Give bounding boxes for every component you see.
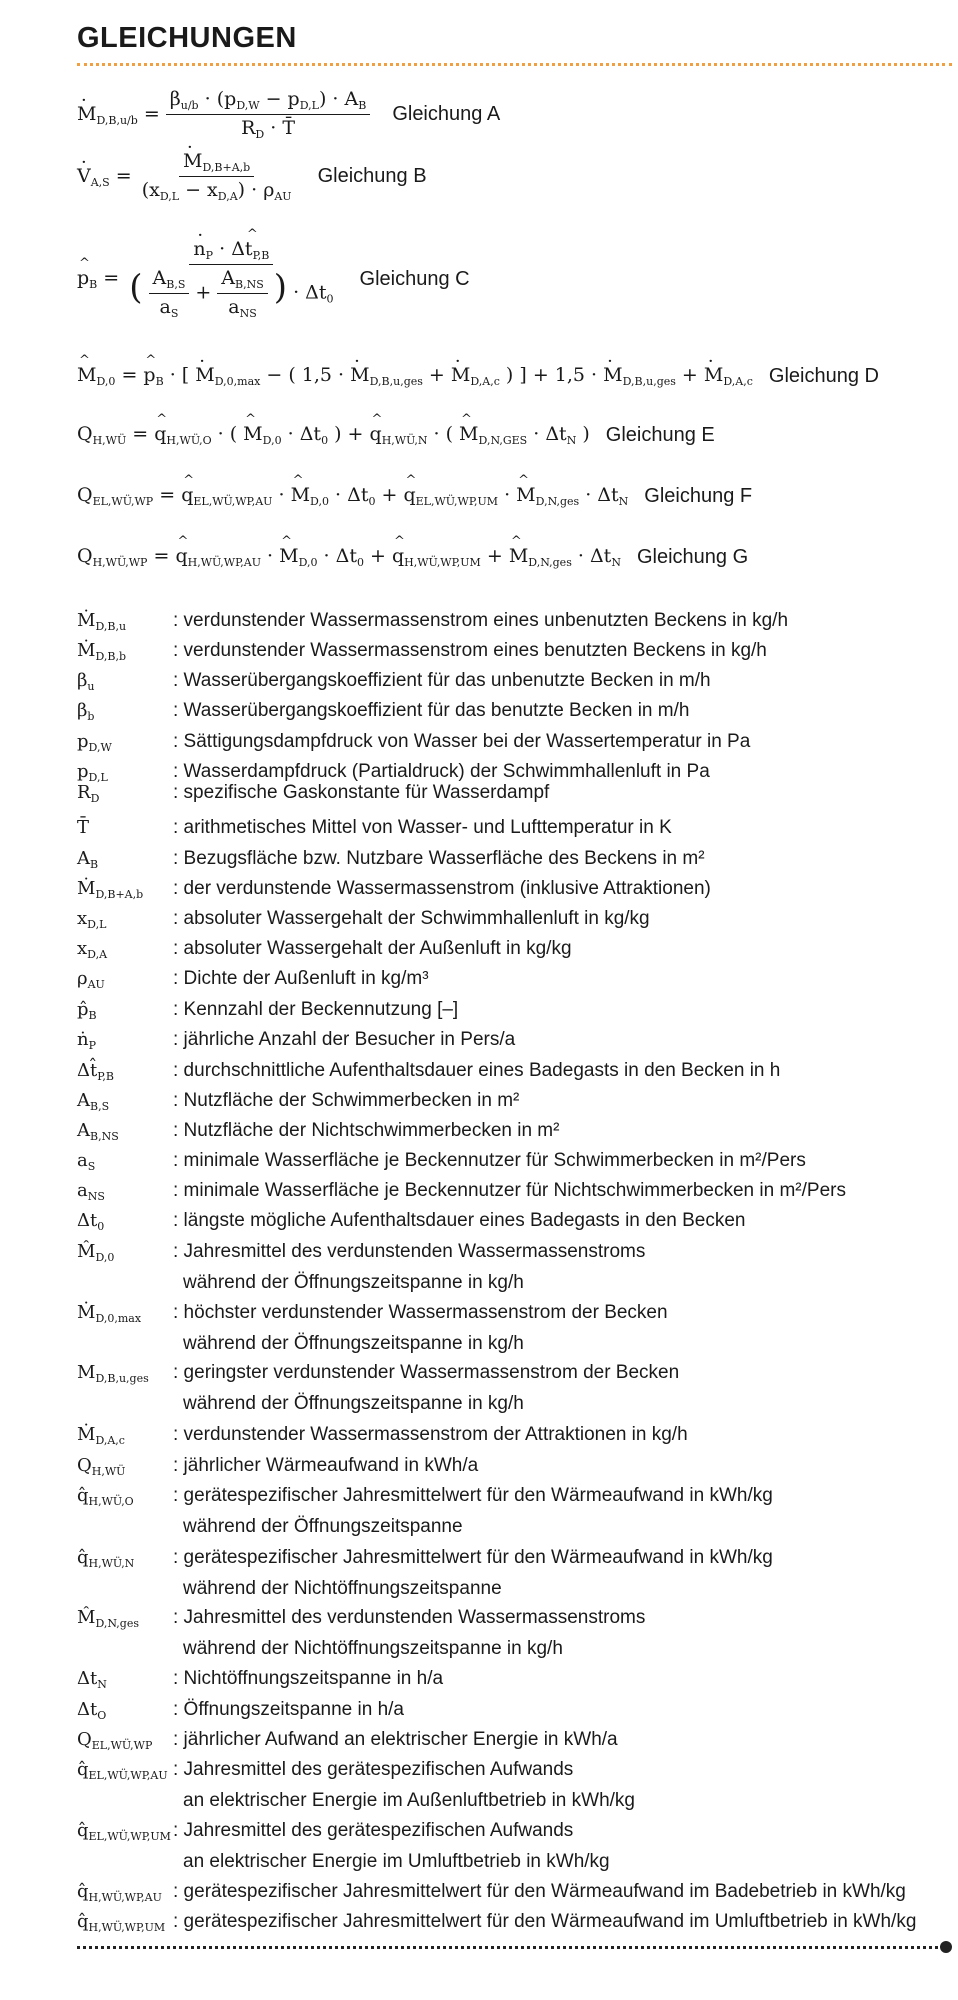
legend-symbol-subscript: H,WÜ,WP,AU xyxy=(88,1891,162,1904)
legend-symbol-base: Ṁ xyxy=(77,1424,96,1445)
legend-symbol-subscript: D,B,u xyxy=(95,620,127,633)
legend-symbol-base: q̂ xyxy=(77,1759,89,1780)
legend-symbol xyxy=(77,1911,177,1934)
legend-description-continued: an elektrischer Energie im Umluftbetrieb in kWh/kg xyxy=(183,1851,610,1872)
legend-symbol xyxy=(77,1180,177,1203)
legend-symbol xyxy=(77,731,177,754)
legend-symbol-subscript: P,B xyxy=(97,1070,114,1083)
legend-symbol-base: A xyxy=(77,848,90,869)
legend-symbol-base: M̂ xyxy=(77,1607,96,1628)
legend-symbol-base: Q xyxy=(77,1455,92,1476)
legend-symbol xyxy=(77,908,177,931)
legend-symbol xyxy=(77,782,177,805)
legend-symbol-subscript: D,W xyxy=(88,741,112,754)
legend-symbol xyxy=(77,1668,177,1691)
legend-symbol xyxy=(77,1455,177,1478)
legend-symbol xyxy=(77,610,177,633)
legend-symbol xyxy=(77,1881,177,1904)
legend-description: : längste mögliche Aufenthaltsdauer eines Badegasts in den Becken xyxy=(173,1210,746,1231)
legend-description-continued: während der Öffnungszeitspanne in kg/h xyxy=(183,1393,524,1414)
equation-b-label: Gleichung B xyxy=(317,165,427,187)
legend-symbol-base: Ṁ xyxy=(77,1302,96,1323)
legend-description: : Öffnungszeitspanne in h/a xyxy=(173,1699,404,1720)
legend-symbol-base: β xyxy=(77,700,88,721)
legend-symbol-base: Ṁ xyxy=(77,878,96,899)
equation-a-label: Gleichung A xyxy=(392,103,501,125)
equation-b: · $V_{A,S}$ = · $\frac{M_{D,B+A,b}}{(x_{D,L} - x_{D,A}) \cdot \rho_{AU}}$ Gleichung B xyxy=(77,150,427,203)
legend-description: : Bezugsfläche bzw. Nutzbare Wasserfläche des Beckens in m² xyxy=(173,848,705,869)
legend-symbol-base: p̂ xyxy=(77,999,89,1020)
legend-symbol-subscript: D,B+A,b xyxy=(95,888,144,901)
legend-symbol xyxy=(77,1424,177,1447)
equation-g: $Q_{H,WÜ,WP}$ = ^ $q_{H,WÜ,WP,AU}$ · ^ $M_{D,0} \cdot \Delta t_0$ + ^ $q_{H,WÜ,WP,UM}$ + ^ $M_{D,N,ges} \cdot \Delta t_N$ Gleichung G xyxy=(77,545,748,569)
equation-f: $Q_{EL,WÜ,WP}$ = ^ $q_{EL,WÜ,WP,AU}$ · ^ $M_{D,0} \cdot \Delta t_0$ + ^ $q_{EL,WÜ,WP,UM}$ · ^ $M_{D,N,ges} \cdot \Delta t_N$ Gleichung F xyxy=(77,484,752,508)
equation-e: $Q_{H,WÜ}$ = ^ $q_{H,WÜ,O}$ · ( ^ $M_{D,0} \cdot \Delta t_0$ ) + ^ $q_{H,WÜ,N}$ · ( ^ $M_{D,N,GES} \cdot \Delta t_N$ ) Gleichung E xyxy=(77,423,715,447)
legend-description: : Nutzfläche der Schwimmerbecken in m² xyxy=(173,1090,520,1111)
legend-symbol xyxy=(77,1759,177,1782)
legend-description: : Jahresmittel des gerätespezifischen Aufwands xyxy=(173,1820,574,1841)
legend-symbol xyxy=(77,640,177,663)
legend-symbol xyxy=(77,1241,177,1264)
legend-symbol-subscript: D,0 xyxy=(95,1251,115,1264)
legend-description-continued: an elektrischer Energie im Außenluftbetrieb in kWh/kg xyxy=(183,1790,635,1811)
legend-symbol-subscript: b xyxy=(87,710,95,723)
legend-symbol-subscript: D,L xyxy=(87,918,107,931)
legend-description: : verdunstender Wassermassenstrom eines unbenutzten Beckens in kg/h xyxy=(173,610,789,631)
legend-symbol xyxy=(77,1090,177,1113)
equation-d: ^ $M_{D,0}$ = ^ $p_B$ · [ · $M_{D,0,max}$ − ( 1,5 · · $M_{D,B,u,ges}$ + · $M_{D,A,c}$ ) ] + 1,5 · · $M_{D,B,u,ges}$ + · $M_{D,A,c}$ Gleichung D xyxy=(77,364,879,388)
legend-symbol-subscript: D,A xyxy=(87,948,108,961)
legend-description: : gerätespezifischer Jahresmittelwert für den Wärmeaufwand im Umluftbetrieb in kWh/kg xyxy=(173,1911,917,1932)
legend-symbol xyxy=(77,1485,177,1508)
legend-symbol-subscript: EL,WÜ,WP xyxy=(91,1739,153,1752)
legend-description: : jährlicher Wärmeaufwand in kWh/a xyxy=(173,1455,479,1476)
legend-description: : Wasserübergangskoeffizient für das benutzte Becken in m/h xyxy=(173,700,690,721)
legend-symbol-subscript: S xyxy=(87,1160,96,1173)
legend-symbol-subscript: N xyxy=(97,1678,107,1691)
legend-description: : höchster verdunstender Wassermassenstrom der Becken xyxy=(173,1302,668,1323)
equation-f-label: Gleichung F xyxy=(644,484,753,507)
legend-symbol-subscript: D,B,u,ges xyxy=(95,1372,149,1385)
legend-description: : spezifische Gaskonstante für Wasserdampf xyxy=(173,782,550,803)
legend-description: : minimale Wasserfläche je Beckennutzer für Nichtschwimmerbecken in m²/Pers xyxy=(173,1180,846,1201)
legend-symbol-subscript: H,WÜ,WP,UM xyxy=(88,1921,166,1934)
legend-symbol-subscript: B xyxy=(90,858,99,871)
legend-symbol xyxy=(77,1820,177,1843)
legend-description: : gerätespezifischer Jahresmittelwert für den Wärmeaufwand in kWh/kg xyxy=(173,1485,773,1506)
legend-description: : minimale Wasserfläche je Beckennutzer für Schwimmerbecken in m²/Pers xyxy=(173,1150,806,1171)
legend-symbol-base: q̂ xyxy=(77,1485,89,1506)
legend-description-continued: während der Öffnungszeitspanne in kg/h xyxy=(183,1272,524,1293)
legend-symbol xyxy=(77,1210,177,1233)
legend-symbol xyxy=(77,938,177,961)
legend-symbol-base: a xyxy=(77,1180,88,1201)
legend-symbol-subscript: P xyxy=(88,1039,96,1052)
legend-symbol-subscript: H,WÜ,N xyxy=(88,1557,135,1570)
legend-symbol-base: A xyxy=(77,1120,90,1141)
legend-description: : gerätespezifischer Jahresmittelwert für den Wärmeaufwand in kWh/kg xyxy=(173,1547,773,1568)
legend-symbol-base: Ṁ xyxy=(77,640,96,661)
legend-symbol-subscript: D,B,b xyxy=(95,650,126,663)
legend-symbol-subscript: D,N,ges xyxy=(95,1617,139,1630)
legend-symbol-subscript: u xyxy=(87,680,95,693)
legend-symbol xyxy=(77,1729,177,1752)
equation-c: ^ $p_B$ = · $n_P$ · Δ^ $t_{P,B}$ ( $\frac{A_{B,S}}{a_S}$ + $\frac{A_{B,NS}}{a_{NS}}$ ) · $\Delta t_0$ Gleichung C xyxy=(77,238,470,320)
legend-symbol-base: R xyxy=(77,782,91,803)
equation-g-label: Gleichung G xyxy=(636,545,749,568)
legend-symbol-base: M xyxy=(77,1362,96,1383)
legend-description: : Kennzahl der Beckennutzung [–] xyxy=(173,999,459,1020)
legend-description: : geringster verdunstender Wassermassenstrom der Becken xyxy=(173,1362,680,1383)
legend-symbol-subscript: AU xyxy=(87,978,105,991)
bottom-divider xyxy=(77,1946,944,1949)
legend-symbol-base: ρ xyxy=(77,968,88,989)
legend-symbol-subscript: EL,WÜ,WP,UM xyxy=(88,1830,171,1843)
legend-description-continued: während der Öffnungszeitspanne xyxy=(183,1516,463,1537)
legend-symbol-base: Δt xyxy=(77,1668,98,1689)
legend-symbol-base: q̂ xyxy=(77,1820,89,1841)
equation-a: · $M_{D,B,u/b}$ = $\frac{\beta_{u/b} \cdot (p_{D,W} - p_{D,L}) \cdot A_B}{R_D \cdot T̄}$ Gleichung A xyxy=(77,88,500,141)
legend-symbol-base: β xyxy=(77,670,88,691)
legend-symbol xyxy=(77,1302,177,1325)
end-bullet-icon xyxy=(940,1941,952,1953)
legend-description: : Dichte der Außenluft in kg/m³ xyxy=(173,968,429,989)
legend-description: : jährliche Anzahl der Besucher in Pers/a xyxy=(173,1029,516,1050)
legend-description-continued: während der Nichtöffnungszeitspanne in kg/h xyxy=(183,1638,563,1659)
legend-symbol-base: q̂ xyxy=(77,1881,89,1902)
legend-symbol xyxy=(77,1547,177,1570)
legend-description: : der verdunstende Wassermassenstrom (inklusive Attraktionen) xyxy=(173,878,711,899)
legend-symbol-base: Δt xyxy=(77,1699,98,1720)
legend-symbol xyxy=(77,1029,177,1052)
legend-symbol xyxy=(77,848,177,871)
legend-symbol-subscript: H,WÜ,O xyxy=(88,1495,134,1508)
legend-symbol xyxy=(77,1607,177,1630)
legend-description: : Wasserübergangskoeffizient für das unbenutzte Becken in m/h xyxy=(173,670,711,691)
legend-description: : gerätespezifischer Jahresmittelwert für den Wärmeaufwand im Badebetrieb in kWh/kg xyxy=(173,1881,906,1902)
legend-symbol xyxy=(77,817,177,840)
legend-symbol-subscript: O xyxy=(97,1709,107,1722)
legend-symbol-base: q̂ xyxy=(77,1911,89,1932)
legend-symbol-base: A xyxy=(77,1090,90,1111)
legend-description: : Nutzfläche der Nichtschwimmerbecken in m² xyxy=(173,1120,560,1141)
legend-symbol xyxy=(77,1150,177,1173)
legend-symbol-subscript: D,L xyxy=(88,771,108,784)
legend-symbol-base: p xyxy=(77,761,89,782)
page-title: GLEICHUNGEN xyxy=(77,22,297,54)
legend-symbol-base: Δt̂ xyxy=(77,1060,98,1081)
legend-description: : absoluter Wassergehalt der Außenluft in kg/kg xyxy=(173,938,572,959)
legend-symbol-subscript: NS xyxy=(87,1190,105,1203)
legend-symbol xyxy=(77,1120,177,1143)
legend-symbol-base: Δt xyxy=(77,1210,98,1231)
legend-symbol-subscript: H,WÜ xyxy=(91,1465,126,1478)
legend-description: : durchschnittliche Aufenthaltsdauer eines Badegasts in den Becken in h xyxy=(173,1060,781,1081)
legend-description: : verdunstender Wassermassenstrom der Attraktionen in kg/h xyxy=(173,1424,688,1445)
legend-symbol-base: p xyxy=(77,731,89,752)
legend-symbol-base: q̂ xyxy=(77,1547,89,1568)
legend-symbol-subscript: EL,WÜ,WP,AU xyxy=(88,1769,168,1782)
legend-symbol xyxy=(77,761,177,784)
legend-description-continued: während der Nichtöffnungszeitspanne xyxy=(183,1578,502,1599)
legend-description: : Wasserdampfdruck (Partialdruck) der Schwimmhallenluft in Pa xyxy=(173,761,710,782)
legend-symbol-base: x xyxy=(77,908,88,929)
legend-symbol-base: M̂ xyxy=(77,1241,96,1262)
legend-description-continued: während der Öffnungszeitspanne in kg/h xyxy=(183,1333,524,1354)
legend-symbol xyxy=(77,670,177,693)
legend-symbol-base: Ṁ xyxy=(77,610,96,631)
legend-description: : Jahresmittel des verdunstenden Wassermassenstroms xyxy=(173,1241,646,1262)
legend-symbol-subscript: B,NS xyxy=(90,1130,119,1143)
legend-description: : verdunstender Wassermassenstrom eines benutzten Beckens in kg/h xyxy=(173,640,767,661)
legend-symbol-subscript: B,S xyxy=(90,1100,110,1113)
legend-symbol xyxy=(77,1362,177,1385)
legend-description: : jährlicher Aufwand an elektrischer Energie in kWh/a xyxy=(173,1729,618,1750)
legend-description: : Nichtöffnungszeitspanne in h/a xyxy=(173,1668,444,1689)
legend-symbol-subscript: D,A,c xyxy=(95,1434,125,1447)
legend-description: : Sättigungsdampfdruck von Wasser bei der Wassertemperatur in Pa xyxy=(173,731,751,752)
legend-symbol xyxy=(77,1060,177,1083)
legend-symbol xyxy=(77,999,177,1022)
legend-symbol-subscript: D xyxy=(90,792,100,805)
legend-symbol-base: ṅ xyxy=(77,1029,89,1050)
legend-symbol-base: x xyxy=(77,938,88,959)
legend-description: : absoluter Wassergehalt der Schwimmhallenluft in kg/kg xyxy=(173,908,650,929)
legend-symbol-base: T̄ xyxy=(77,817,90,838)
legend-symbol-base: Q xyxy=(77,1729,92,1750)
legend-symbol xyxy=(77,878,177,901)
equation-d-label: Gleichung D xyxy=(768,364,879,387)
legend-description: : arithmetisches Mittel von Wasser- und Lufttemperatur in K xyxy=(173,817,672,838)
equation-c-label: Gleichung C xyxy=(359,267,470,290)
legend-symbol-base: a xyxy=(77,1150,88,1171)
legend-symbol-subscript: D,0,max xyxy=(95,1312,142,1325)
legend-symbol xyxy=(77,1699,177,1722)
title-divider xyxy=(77,63,952,66)
legend-symbol xyxy=(77,968,177,991)
legend-description: : Jahresmittel des verdunstenden Wassermassenstroms xyxy=(173,1607,646,1628)
legend-description: : Jahresmittel des gerätespezifischen Aufwands xyxy=(173,1759,574,1780)
legend-symbol-subscript: B xyxy=(88,1009,97,1022)
equation-e-label: Gleichung E xyxy=(605,423,715,446)
legend-symbol xyxy=(77,700,177,723)
legend-symbol-subscript: 0 xyxy=(97,1220,105,1233)
